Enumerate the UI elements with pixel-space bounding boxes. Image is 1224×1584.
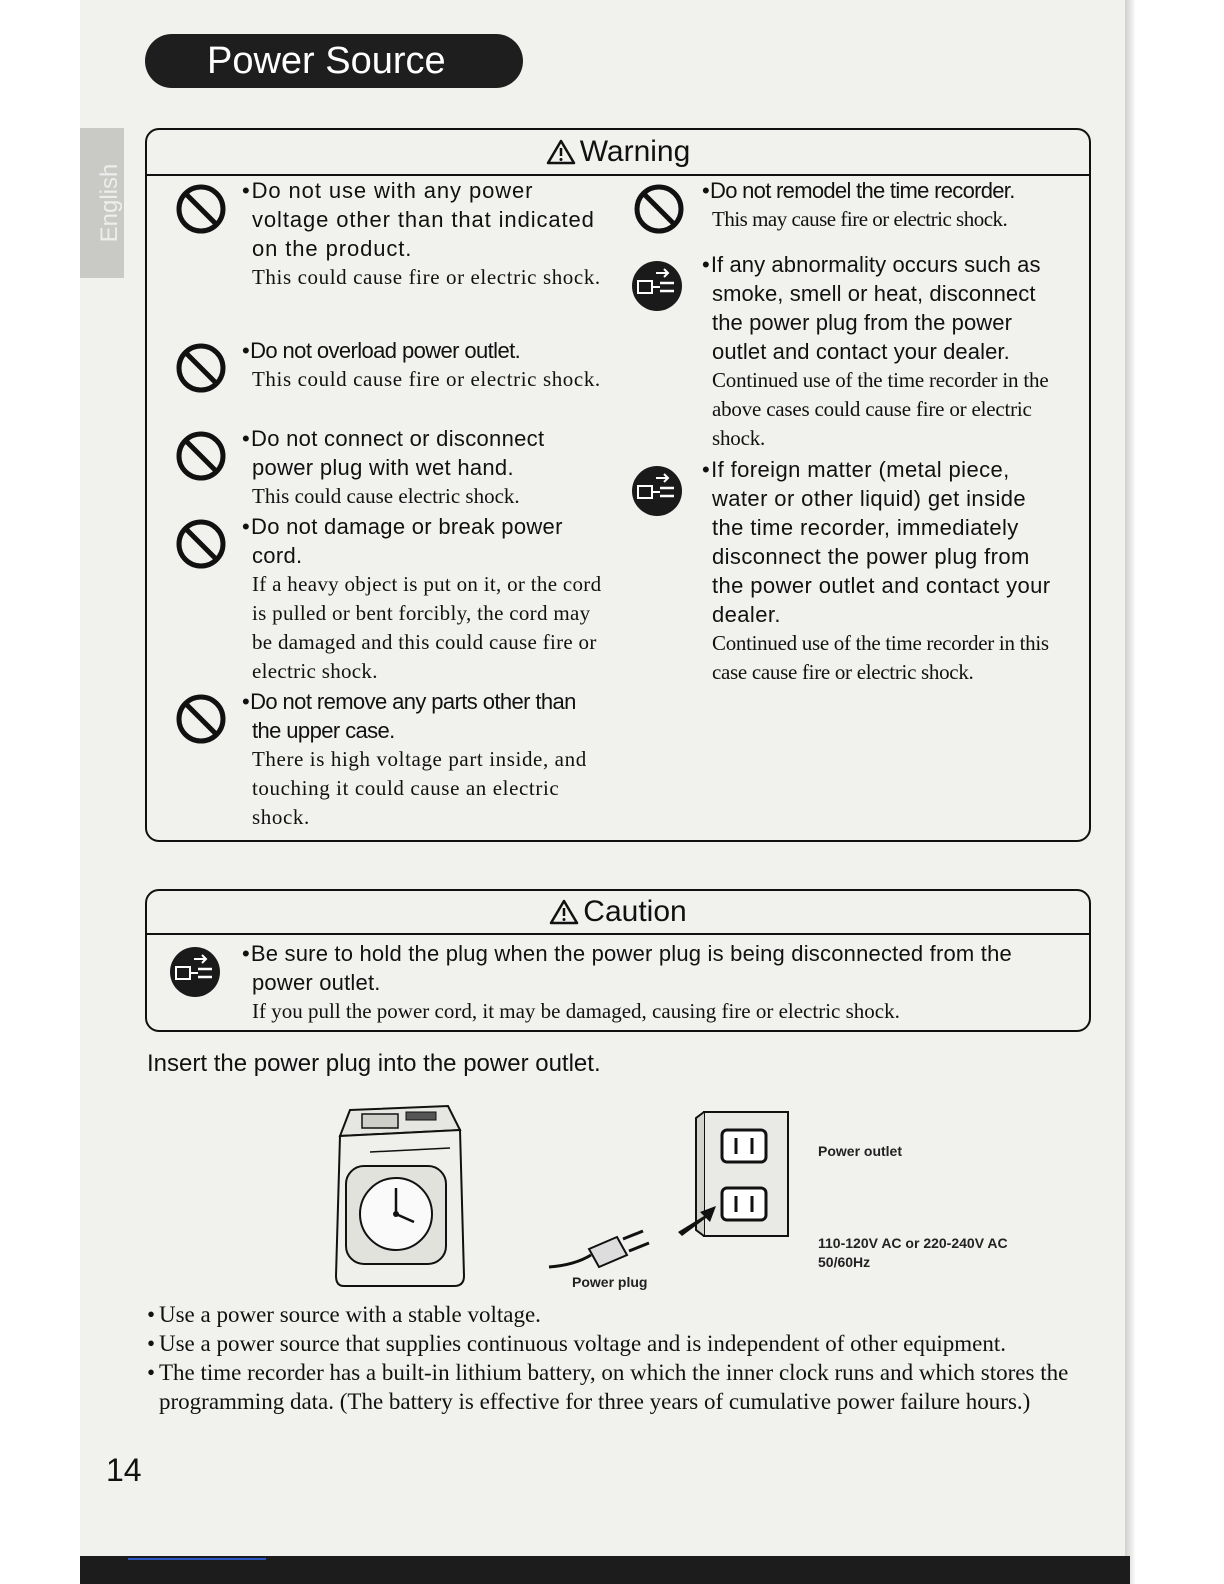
prohibition-icon [174,341,228,395]
page-title: Power Source [145,34,523,88]
warning-item-heading: • Do not use with any power voltage other than that indicated on the product. [252,176,602,263]
power-outlet-illustration [676,1108,796,1240]
warning-triangle-icon [546,139,576,165]
time-recorder-illustration [330,1100,470,1290]
bottom-bar [80,1556,1130,1584]
caution-triangle-icon [549,899,579,925]
instruction-text: Insert the power plug into the power outlet. [147,1050,601,1077]
warning-item [252,336,602,394]
unplug-icon [630,464,684,518]
prohibition-icon [174,182,228,236]
language-side-tab [80,128,124,278]
warning-item [252,687,602,832]
warning-item-heading: • If foreign matter (metal piece, water or other liquid) get inside the time recorder, immediately disconnect the power plug from the power outlet and contact your dealer. [712,455,1064,629]
caution-title: Caution [583,895,687,928]
warning-item-detail: There is high voltage part inside, and touching it could cause an electric shock. [252,747,587,829]
warning-item-detail: This could cause electric shock. [252,484,520,508]
warning-item [252,176,602,292]
unplug-icon [630,259,684,313]
power-outlet-label: Power outlet [818,1143,903,1159]
warning-item [252,424,602,511]
warning-item-detail: This may cause fire or electric shock. [712,207,1008,231]
warning-item-detail: Continued use of the time recorder in this case cause fire or electric shock. [712,631,1049,684]
prohibition-icon [174,692,228,746]
note-item: • Use a power source that supplies continuous voltage and is independent of other equipment. [147,1329,1097,1358]
page-edge-shadow [1125,0,1135,1584]
warning-item-detail: This could cause fire or electric shock. [252,367,601,391]
warning-item-detail: This could cause fire or electric shock. [252,265,601,289]
warning-item-heading: • Do not damage or break power cord. [252,512,602,570]
warning-item [712,455,1064,687]
unplug-icon [168,945,222,999]
caution-item [252,939,1072,1026]
page-number: 14 [106,1452,142,1488]
bottom-link-line [128,1558,266,1560]
prohibition-icon [174,429,228,483]
caution-item-heading: • Be sure to hold the plug when the power plug is being disconnected from the power outlet. [252,939,1072,997]
warning-header [147,130,1089,176]
note-item: • Use a power source with a stable voltage. [147,1300,1097,1329]
notes-list [147,1300,1097,1416]
power-plug-illustration [545,1225,655,1280]
prohibition-icon [174,517,228,571]
caution-item-detail: If you pull the power cord, it may be damaged, causing fire or electric shock. [252,999,900,1023]
warning-item-heading: • Do not remodel the time recorder. [712,176,1064,205]
caution-header [147,891,1089,935]
voltage-label: 110-120V AC or 220-240V AC [818,1235,1008,1251]
warning-item-detail: If a heavy object is put on it, or the cord is pulled or bent forcibly, the cord may be damaged and this could cause fire or electric shock. [252,572,602,683]
frequency-label: 50/60Hz [818,1254,871,1270]
warning-title: Warning [579,135,691,168]
side-tab-label: English [96,163,123,243]
warning-item-detail: Continued use of the time recorder in the above cases could cause fire or electric shock. [712,368,1049,450]
warning-item [252,512,602,686]
warning-item-heading: • If any abnormality occurs such as smoke, smell or heat, disconnect the power plug from the power outlet and contact your dealer. [712,250,1062,366]
prohibition-icon [632,182,686,236]
power-plug-label: Power plug [572,1274,648,1290]
warning-item [712,250,1062,453]
warning-item-heading: • Do not overload power outlet. [252,336,602,365]
note-item: • The time recorder has a built-in lithium battery, on which the inner clock runs and which stores the programming data. (The battery is effective for three years of cumulative power failure hours.) [147,1358,1097,1416]
warning-item-heading: • Do not remove any parts other than the upper case. [252,687,602,745]
warning-item-heading: • Do not connect or disconnect power plug with wet hand. [252,424,602,482]
warning-item [712,176,1064,234]
